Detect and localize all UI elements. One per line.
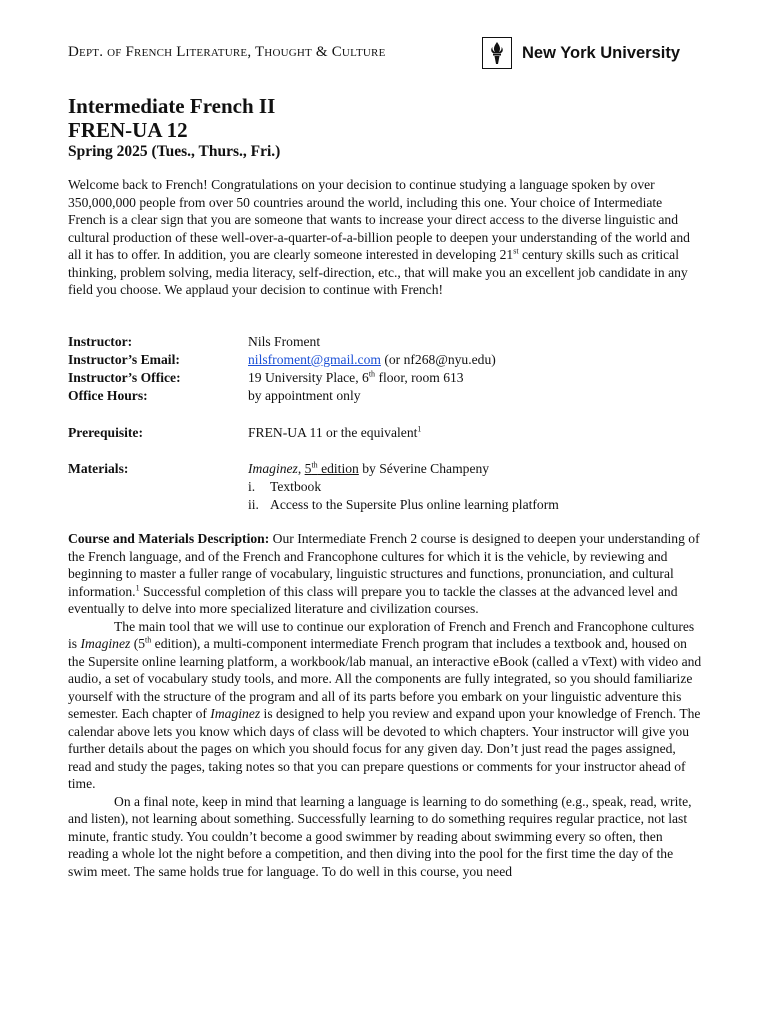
welcome-paragraph	[68, 176, 702, 299]
university-name: New York University	[522, 43, 681, 62]
list-item-text: Access to the Supersite Plus online learning platform	[270, 497, 559, 512]
description-paragraph-2	[68, 618, 702, 793]
university-logo	[482, 37, 680, 69]
hours-row	[68, 387, 708, 405]
prerequisite-label: Prerequisite:	[68, 425, 143, 440]
book-author: by Séverine Champeny	[358, 461, 490, 476]
description-p2-a: The main tool that we will use to continue our exploration of French and French and Francophone cultures is	[68, 618, 695, 651]
instructor-name: Nils Froment	[248, 334, 321, 349]
description-p2-c: edition), a multi-component intermediate French program that includes a textbook and, housed on the Supersite online learning platform, a workbook/lab manual, an interactive eBook (called a vText) with video and audio, a set of vocabulary study tools, and more. All the components are fully integrated, so you should familiarize yourself with the structure of the program and all of its parts before you embark on your linguistic adventure this semester. Each chapter of	[68, 636, 702, 721]
list-item	[248, 496, 708, 514]
materials-list	[248, 478, 708, 514]
book-title: Imaginez	[248, 461, 298, 476]
edition-sup: th	[311, 460, 318, 470]
prerequisite-text: FREN-UA 11 or the equivalent	[248, 425, 418, 440]
list-item-number: ii.	[248, 497, 259, 512]
description-p2-sup: th	[145, 635, 152, 645]
book-edition	[305, 461, 359, 476]
materials-label: Materials:	[68, 461, 129, 476]
office-text-b: floor, room 613	[375, 370, 464, 385]
description-p1-b: Successful completion of this class will prepare you to tackle the classes at the advanced level and eventually to delve into more specialized literature and civilization courses.	[68, 583, 678, 616]
description-p1-footnote: 1	[135, 582, 140, 592]
torch-icon	[482, 37, 512, 69]
materials-row	[68, 460, 708, 514]
description-p2-book: Imaginez	[80, 636, 131, 651]
welcome-sup: st	[513, 246, 519, 256]
description-p2-b: (5	[130, 636, 146, 651]
office-label: Instructor’s Office:	[68, 370, 181, 385]
office-value	[248, 369, 708, 387]
course-term: Spring 2025 (Tues., Thurs., Fri.)	[68, 143, 281, 160]
contact-info	[68, 333, 708, 405]
description-heading: Course and Materials Description:	[68, 531, 270, 546]
course-header	[68, 94, 280, 162]
prerequisite-row	[68, 424, 708, 442]
email-row	[68, 351, 708, 369]
hours-label: Office Hours:	[68, 388, 148, 403]
course-title: Intermediate French II	[68, 94, 276, 118]
materials-section	[68, 460, 708, 514]
welcome-text-b: century skills such as critical thinking, problem solving, media literacy, self-direction, etc., that will make you an excellent job candidate in any field you choose. We applaud your decision to continue with French!	[68, 247, 688, 297]
materials-book	[248, 460, 708, 478]
edition-word: edition	[317, 461, 359, 476]
hours-value: by appointment only	[248, 388, 361, 403]
department-name: Dept. of French Literature, Thought & Culture	[68, 44, 386, 60]
description-p2-book-2: Imaginez	[210, 706, 261, 721]
email-alt: (or nf268@nyu.edu)	[380, 352, 496, 367]
prerequisite-value	[248, 424, 708, 442]
edition-number: 5	[304, 461, 312, 476]
list-item-number: i.	[248, 479, 256, 494]
description-p1-a: Our Intermediate French 2 course is designed to deepen your understanding of the French language, and of the French and Francophone cultures for which it is the vehicle, by reviewing and beginning to master a fuller range of vocabulary, linguistic structures and functions, pronunciation, and cultural information.	[68, 531, 700, 599]
prerequisite-section	[68, 424, 708, 442]
book-comma: ,	[297, 461, 305, 476]
office-text-a: 19 University Place, 6	[248, 370, 369, 385]
office-sup: th	[368, 369, 376, 379]
course-code: FREN-UA 12	[68, 118, 188, 142]
description-paragraph-1	[68, 530, 702, 618]
office-row	[68, 369, 708, 387]
email-link[interactable]: nilsfroment@gmail.com	[248, 352, 381, 367]
prerequisite-footnote: 1	[417, 424, 422, 434]
list-item	[248, 478, 708, 496]
materials-value	[248, 460, 708, 514]
instructor-row	[68, 333, 708, 351]
description-paragraph-3: On a final note, keep in mind that learning a language is learning to do something (e.g., speak, read, write, and listen), not learning about something. Successfully learning to do something requires regular practice, not last minute, frantic study. You couldn’t become a good swimmer by reading about swimming every so often, then reading a whole lot the night before a competition, and then diving into the pool for the first time the day of the swim meet. The same holds true for language. To do well in this course, you need	[68, 793, 692, 879]
course-description	[68, 530, 702, 880]
instructor-label: Instructor:	[68, 334, 133, 349]
email-label: Instructor’s Email:	[68, 352, 180, 367]
welcome-text-a: Welcome back to French! Congratulations on your decision to continue studying a language spoken by over 350,000,000 people from over 50 countries around the world, including this one. Your choice of Intermediate French is a clear sign that you are someone that wants to increase your direct access to the diverse linguistic and cultural production of these well-over-a-quarter-of-a-billion people to deepen your understanding of the world and all it has to offer. In addition, you are clearly someone interested in developing 21	[68, 177, 690, 262]
list-item-text: Textbook	[270, 479, 322, 494]
description-p2-d: is designed to help you review and expand upon your knowledge of French. The calendar above lets you know which days of class will be devoted to which chapters. Your instructor will give you further details about the pages on which you should focus for any given day. Don’t just read the pages assigned, read and study the pages, taking notes so that you can prepare questions or comments for your instructor ahead of time.	[68, 706, 701, 791]
